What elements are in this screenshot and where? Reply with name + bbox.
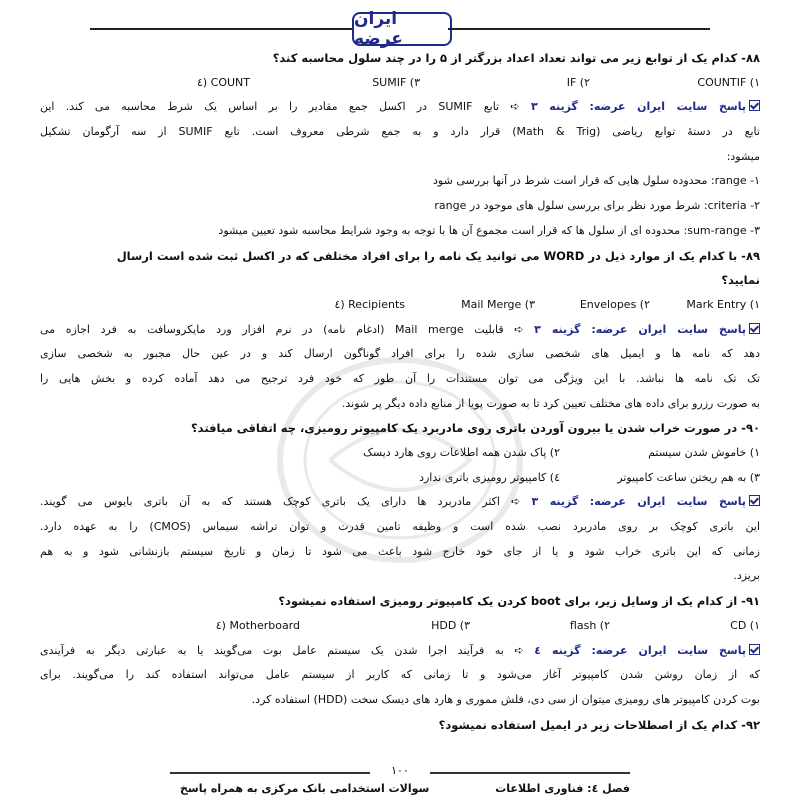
q90-option-3: ۳) به هم ریختن ساعت کامپیوتر [617,470,760,484]
answer-89-line-4: به صورت رزرو برای داده های مختلف تعیین کرد تا به صورت پویا از منابع داده دیگر پر شوند. [341,396,760,410]
answer-91-text: ➪ به فرآیند اجرا شدن یک سیستم عامل بوت می‌گویند یا به عبارتی دیگر به فرآیندی [40,643,524,657]
question-88: ۸۸- کدام یک از توابع زیر می تواند تعداد اعداد بزرگتر از ۵ را در چند سلول محاسبه کند؟ [272,51,760,65]
answer-90-line-2: این باتری کوچک بر روی مادربرد نصب شده است و وظیفه تامین قدرت و توان تراشه سیماس (CMOS) را به عهده دارد. [40,520,760,534]
q88-option-3: SUMIF (۳ [372,75,420,89]
answer-88-line-3: میشود: [726,149,760,163]
answer-88-label: پاسخ سایت ایران عرضه: گزینه ۳ [530,100,747,114]
answer-89-line-3: تک تک نامه ها نباشد. با این ویژگی می توان مستندات را آن طور که خود فرد ترجیح می دهد آماده کرده و بخش هایی را [40,371,760,385]
answer-90-line-1 [40,490,760,515]
answer-88-text: ➪ تابع SUMIF در اکسل جمع مقادیر را بر اساس یک شرط محاسبه می کند. این [40,100,520,114]
footer-rule-left [170,772,370,774]
question-90: ۹۰- در صورت خراب شدن یا بیرون آوردن باتری روی مادربرد یک کامپیوتر رومیزی، چه اتفاقی میافتد؟ [191,421,760,436]
answer-88-line-4: ۱- range: محدوده سلول هایی که قرار است شرط در آنها بررسی شود [433,174,760,188]
header-rule-right [448,28,710,30]
q91-option-2: flash (۲ [569,618,610,632]
q88-option-1: COUNTIF (۱ [697,75,760,89]
answer-88-line-5: ۲- criteria: شرط مورد نظر برای بررسی سلول های موجود در range [434,199,760,213]
answer-89-text: ➪ قابلیت Mail merge (ادغام نامه) در نرم افزار ورد مایکروسافت به فرد اجازه می [40,322,524,336]
q89-option-4: Recipients (٤ [334,297,405,311]
answer-91-label: پاسخ سایت ایران عرضه: گزینه ٤ [534,643,746,657]
q89-option-2: Envelopes (۲ [579,297,650,311]
question-92: ۹۲- کدام یک از اصطلاحات زیر در ایمیل استفاده نمیشود؟ [438,717,760,732]
question-91: ۹۱- از کدام یک از وسایل زیر، برای boot کردن یک کامپیوتر رومیزی استفاده نمیشود؟ [278,594,760,609]
q90-option-1: ۱) خاموش شدن سیستم [648,446,760,459]
question-88-options [40,71,760,96]
answer-90-label: پاسخ سایت ایران عرضه: گزینه ۳ [531,495,747,509]
answer-90-line-3: زمانی که این باتری خراب شود و یا از جای خود خارج شود باعث می شود تا زمان و تاریخ سیستم بازنشانی شود و به هم [40,544,760,558]
checkbox-icon [749,100,760,111]
header-rule-left [90,28,352,30]
footer-book-title: سوالات استخدامی بانک مرکزی به همراه پاسخ [180,782,430,795]
question-91-options [40,614,760,639]
answer-89-label: پاسخ سایت ایران عرضه: گزینه ۳ [534,322,746,336]
answer-90-text: ➪ اکثر مادربرد ها دارای یک باتری کوچک هستند که به آن باتری بایوس می گویند. [40,495,521,509]
q90-option-2: ۲) پاک شدن همه اطلاعات روی هارد دیسک [363,446,560,459]
answer-88-line-6: ۳- sum-range: محدوده ای از سلول ها که قرار است مجموع آن ها با توجه به وجود شرایط محاسبه شود تعیین میشود [218,223,760,237]
question-89-line-2: نمایید؟ [721,273,760,288]
checkbox-icon [749,644,760,655]
question-90-options-row-1 [40,441,760,466]
document-body [40,46,760,737]
answer-91-line-2: که از زمان روشن شدن کامپیوتر آغاز می‌شود و تا زمانی که کاربر از سیستم عامل می‌تواند استفاده کند را می‌گویند. برای [40,668,760,682]
question-89-line-1: ۸۹- با کدام یک از موارد ذیل در WORD می توانید یک نامه را برای افراد مختلفی که در اکسل ثبت شده است ارسال [116,248,760,263]
q91-option-4: Motherboard (٤ [215,618,300,632]
answer-91-line-3: بوت کردن کامپیوتر های رومیزی میتوان از سی دی، فلش مموری و هارد های دیسک سخت (HDD) استفاده کرد. [251,692,760,706]
footer-rule-right [430,772,630,774]
q89-option-3: Mail Merge (۳ [461,297,535,311]
answer-91-line-1 [40,639,760,664]
footer-chapter-title: فصل ٤: فناوری اطلاعات [495,782,630,795]
question-90-options-row-2 [40,466,760,491]
answer-90-line-4: بریزد. [733,569,760,583]
q91-option-3: HDD (۳ [431,618,470,632]
page-number: ۱۰۰ [391,764,409,777]
answer-88-line-1 [40,95,760,120]
checkbox-icon [749,495,760,506]
q88-option-2: IF (۲ [566,75,590,89]
q88-option-4: COUNT (٤ [196,75,250,89]
answer-88-line-2: تابع در دستهٔ توابع ریاضی (Math & Trig) قرار دارد و به جمع شرطی معروف است. تابع SUMIF از سه آرگومان تشکیل [40,125,760,139]
page-header [0,8,800,48]
brand-logo: ایران عرضه [352,12,452,46]
answer-89-line-1 [40,318,760,343]
q90-option-4: ٤) کامپیوتر رومیزی باتری ندارد [419,470,560,484]
checkbox-icon [749,323,760,334]
question-89-options [40,293,760,318]
answer-89-line-2: دهد که نامه ها و ایمیل های شخصی سازی شده را برای افراد گوناگون ارسال کند و در عین حال مجبور به شخصی سازی [40,347,760,361]
page-footer [0,762,800,798]
q89-option-1: Mark Entry (۱ [686,297,760,311]
q91-option-1: CD (۱ [730,618,760,632]
